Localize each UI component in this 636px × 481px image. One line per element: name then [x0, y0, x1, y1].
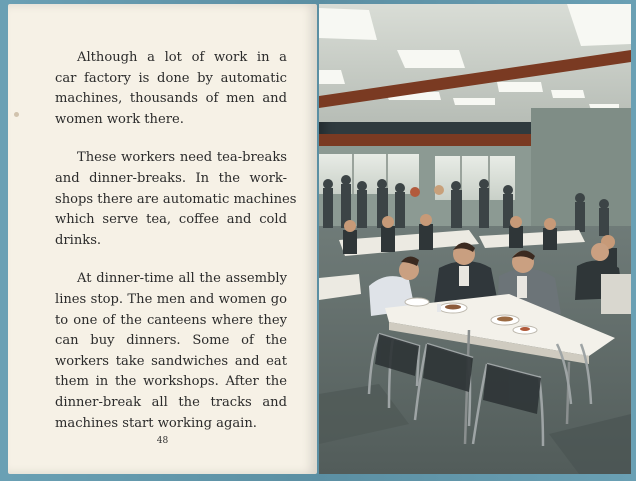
- text-line: At dinner-time all the assembly: [77, 271, 287, 287]
- right-page: [319, 4, 631, 474]
- text-line: and dinner-breaks. In the work-: [55, 170, 287, 186]
- text-line: women work there.: [55, 111, 184, 127]
- text-line: can buy dinners. Some of the: [55, 333, 287, 349]
- ceiling-light: [551, 90, 585, 98]
- ceiling-light: [453, 98, 495, 105]
- text-line: Although a lot of work in a: [77, 50, 287, 65]
- text-line: workers take sandwiches and eat: [55, 353, 287, 369]
- text-line: machines, thousands of men and: [55, 91, 287, 107]
- ceiling-light: [319, 8, 377, 40]
- text-line: them in the workshops. After the: [55, 374, 287, 390]
- paragraph-1: [55, 48, 287, 130]
- factory-canteen-illustration: [319, 4, 631, 474]
- ceiling-light: [319, 70, 345, 84]
- ceiling-light: [497, 82, 543, 92]
- text-line: shops there are automatic machines: [55, 191, 297, 207]
- paper-spot: [14, 112, 19, 117]
- text-line: These workers need tea-breaks: [77, 150, 287, 166]
- paragraph-2: [55, 148, 297, 251]
- text-line: machines start working again.: [55, 415, 257, 431]
- wall-beam: [319, 134, 531, 146]
- page-number: 48: [156, 436, 169, 446]
- window: [435, 156, 515, 200]
- text-line: drinks.: [55, 232, 102, 248]
- text-line: to one of the canteens where they: [55, 312, 287, 328]
- text-line: which serve tea, coffee and cold: [55, 212, 287, 228]
- ceiling-light: [397, 50, 465, 68]
- text-line: dinner-break all the tracks and: [55, 394, 287, 410]
- body-text: [55, 48, 297, 452]
- left-page: [8, 4, 317, 474]
- counter: [601, 274, 631, 314]
- paragraph-3: [55, 269, 287, 434]
- text-line: lines stop. The men and women go: [55, 291, 287, 307]
- text-line: car factory is done by automatic: [55, 70, 287, 86]
